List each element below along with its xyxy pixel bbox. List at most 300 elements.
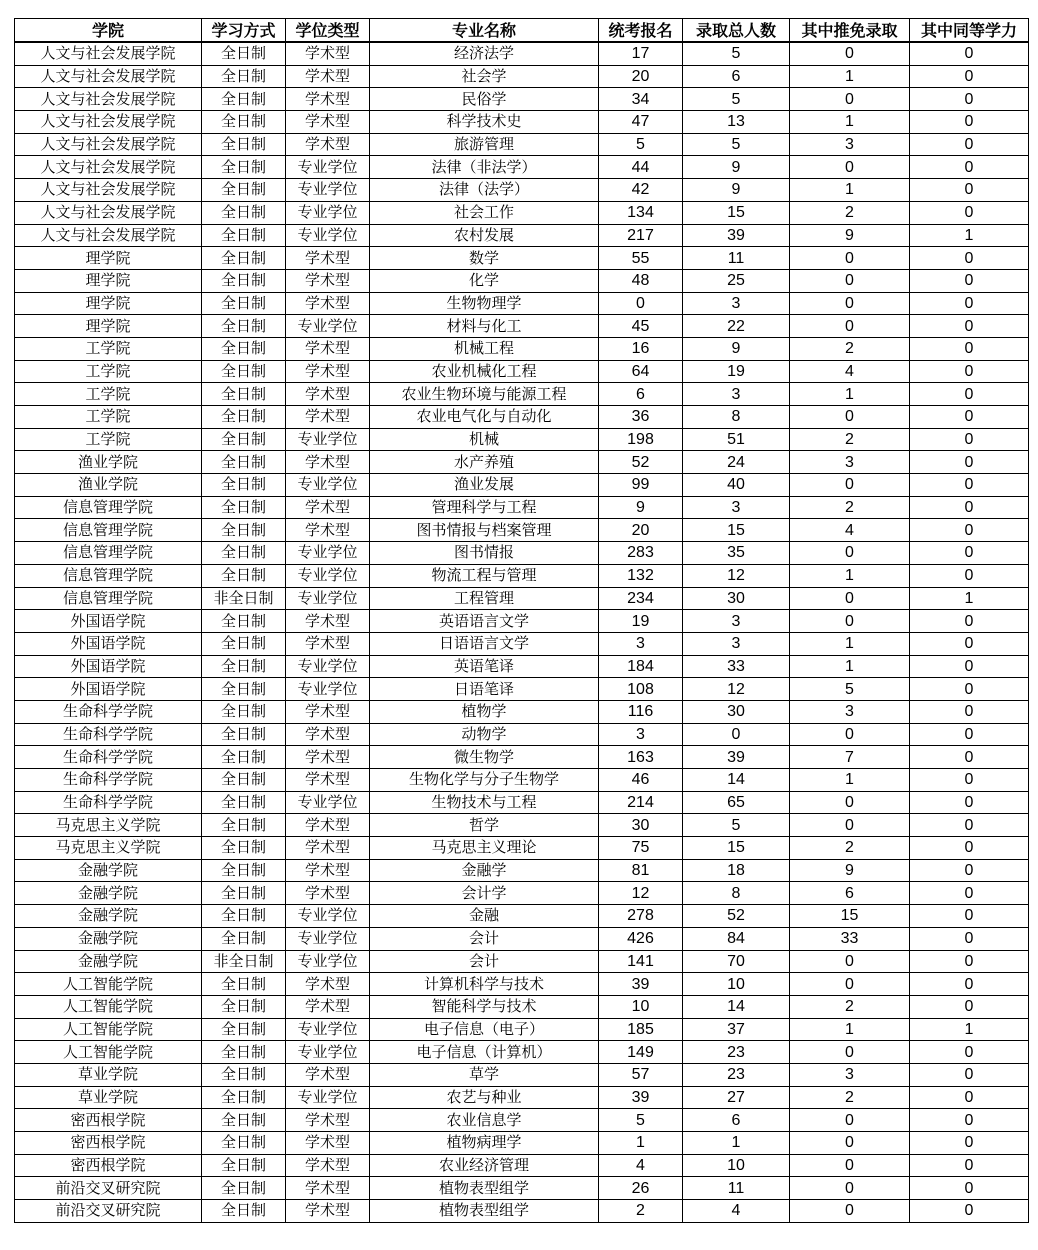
cell-equivalent-admitted: 0: [910, 201, 1029, 224]
cell-college: 马克思主义学院: [15, 814, 202, 837]
cell-study-mode: 全日制: [202, 201, 286, 224]
cell-recommended-admitted: 0: [790, 950, 910, 973]
cell-equivalent-admitted: 0: [910, 905, 1029, 928]
cell-study-mode: 全日制: [202, 156, 286, 179]
cell-study-mode: 全日制: [202, 1063, 286, 1086]
cell-total-admitted: 35: [683, 542, 790, 565]
cell-major-name: 草学: [370, 1063, 599, 1086]
cell-degree-type: 学术型: [286, 42, 370, 65]
cell-recommended-admitted: 2: [790, 337, 910, 360]
cell-recommended-admitted: 0: [790, 247, 910, 270]
cell-recommended-admitted: 0: [790, 791, 910, 814]
cell-degree-type: 学术型: [286, 882, 370, 905]
cell-college: 理学院: [15, 247, 202, 270]
cell-recommended-admitted: 4: [790, 519, 910, 542]
cell-recommended-admitted: 0: [790, 1041, 910, 1064]
table-row: [15, 1063, 1029, 1086]
table-row: [15, 746, 1029, 769]
table-row: [15, 927, 1029, 950]
cell-exam-applicants: 39: [599, 1086, 683, 1109]
cell-equivalent-admitted: 0: [910, 156, 1029, 179]
cell-exam-applicants: 426: [599, 927, 683, 950]
cell-study-mode: 全日制: [202, 224, 286, 247]
cell-college: 工学院: [15, 406, 202, 429]
cell-total-admitted: 18: [683, 859, 790, 882]
cell-degree-type: 学术型: [286, 610, 370, 633]
cell-college: 理学院: [15, 269, 202, 292]
cell-recommended-admitted: 0: [790, 269, 910, 292]
cell-recommended-admitted: 0: [790, 315, 910, 338]
cell-degree-type: 学术型: [286, 269, 370, 292]
admissions-table: [14, 18, 1029, 1223]
cell-major-name: 生物技术与工程: [370, 791, 599, 814]
cell-major-name: 生物物理学: [370, 292, 599, 315]
cell-college: 金融学院: [15, 905, 202, 928]
cell-college: 信息管理学院: [15, 564, 202, 587]
cell-equivalent-admitted: 0: [910, 269, 1029, 292]
cell-study-mode: 全日制: [202, 65, 286, 88]
cell-major-name: 计算机科学与技术: [370, 973, 599, 996]
cell-college: 人文与社会发展学院: [15, 224, 202, 247]
cell-study-mode: 全日制: [202, 406, 286, 429]
cell-major-name: 农业电气化与自动化: [370, 406, 599, 429]
cell-major-name: 管理科学与工程: [370, 496, 599, 519]
cell-equivalent-admitted: 0: [910, 995, 1029, 1018]
cell-major-name: 会计学: [370, 882, 599, 905]
cell-degree-type: 学术型: [286, 360, 370, 383]
cell-college: 信息管理学院: [15, 496, 202, 519]
cell-major-name: 化学: [370, 269, 599, 292]
header-equivalent-admitted: 其中同等学力: [910, 19, 1029, 43]
cell-study-mode: 全日制: [202, 1154, 286, 1177]
cell-study-mode: 全日制: [202, 678, 286, 701]
cell-total-admitted: 12: [683, 678, 790, 701]
cell-equivalent-admitted: 0: [910, 564, 1029, 587]
cell-equivalent-admitted: 0: [910, 1086, 1029, 1109]
cell-exam-applicants: 3: [599, 632, 683, 655]
cell-equivalent-admitted: 0: [910, 1063, 1029, 1086]
cell-study-mode: 全日制: [202, 292, 286, 315]
cell-exam-applicants: 48: [599, 269, 683, 292]
table-row: [15, 723, 1029, 746]
cell-exam-applicants: 185: [599, 1018, 683, 1041]
cell-equivalent-admitted: 0: [910, 179, 1029, 202]
cell-exam-applicants: 0: [599, 292, 683, 315]
cell-college: 金融学院: [15, 927, 202, 950]
cell-major-name: 英语语言文学: [370, 610, 599, 633]
cell-exam-applicants: 214: [599, 791, 683, 814]
cell-recommended-admitted: 1: [790, 111, 910, 134]
table-row: [15, 428, 1029, 451]
cell-total-admitted: 70: [683, 950, 790, 973]
cell-total-admitted: 39: [683, 224, 790, 247]
table-row: [15, 474, 1029, 497]
cell-total-admitted: 30: [683, 587, 790, 610]
cell-equivalent-admitted: 0: [910, 1154, 1029, 1177]
cell-recommended-admitted: 3: [790, 451, 910, 474]
table-row: [15, 1109, 1029, 1132]
cell-study-mode: 全日制: [202, 1109, 286, 1132]
cell-total-admitted: 23: [683, 1041, 790, 1064]
cell-equivalent-admitted: 1: [910, 587, 1029, 610]
cell-degree-type: 学术型: [286, 133, 370, 156]
cell-exam-applicants: 30: [599, 814, 683, 837]
cell-exam-applicants: 57: [599, 1063, 683, 1086]
cell-college: 人文与社会发展学院: [15, 111, 202, 134]
cell-study-mode: 全日制: [202, 837, 286, 860]
cell-study-mode: 全日制: [202, 905, 286, 928]
cell-study-mode: 全日制: [202, 746, 286, 769]
cell-exam-applicants: 39: [599, 973, 683, 996]
cell-major-name: 金融: [370, 905, 599, 928]
cell-college: 人工智能学院: [15, 1041, 202, 1064]
cell-recommended-admitted: 1: [790, 564, 910, 587]
cell-exam-applicants: 234: [599, 587, 683, 610]
cell-exam-applicants: 20: [599, 65, 683, 88]
cell-equivalent-admitted: 0: [910, 65, 1029, 88]
cell-degree-type: 学术型: [286, 995, 370, 1018]
cell-recommended-admitted: 0: [790, 973, 910, 996]
table-row: [15, 519, 1029, 542]
cell-degree-type: 专业学位: [286, 905, 370, 928]
cell-major-name: 农艺与种业: [370, 1086, 599, 1109]
cell-major-name: 微生物学: [370, 746, 599, 769]
table-row: [15, 65, 1029, 88]
cell-total-admitted: 14: [683, 995, 790, 1018]
cell-exam-applicants: 9: [599, 496, 683, 519]
table-row: [15, 995, 1029, 1018]
cell-degree-type: 学术型: [286, 406, 370, 429]
cell-total-admitted: 5: [683, 814, 790, 837]
cell-degree-type: 专业学位: [286, 201, 370, 224]
cell-degree-type: 学术型: [286, 859, 370, 882]
cell-college: 工学院: [15, 428, 202, 451]
cell-degree-type: 学术型: [286, 337, 370, 360]
cell-study-mode: 全日制: [202, 542, 286, 565]
cell-exam-applicants: 12: [599, 882, 683, 905]
cell-equivalent-admitted: 0: [910, 632, 1029, 655]
cell-equivalent-admitted: 0: [910, 814, 1029, 837]
cell-degree-type: 学术型: [286, 383, 370, 406]
table-row: [15, 451, 1029, 474]
cell-major-name: 植物表型组学: [370, 1200, 599, 1223]
cell-recommended-admitted: 2: [790, 1086, 910, 1109]
cell-college: 生命科学学院: [15, 700, 202, 723]
cell-equivalent-admitted: 0: [910, 769, 1029, 792]
cell-major-name: 水产养殖: [370, 451, 599, 474]
cell-degree-type: 学术型: [286, 837, 370, 860]
table-row: [15, 383, 1029, 406]
table-row: [15, 1132, 1029, 1155]
cell-college: 密西根学院: [15, 1132, 202, 1155]
cell-equivalent-admitted: 0: [910, 700, 1029, 723]
cell-major-name: 物流工程与管理: [370, 564, 599, 587]
cell-exam-applicants: 2: [599, 1200, 683, 1223]
cell-college: 草业学院: [15, 1086, 202, 1109]
cell-degree-type: 专业学位: [286, 564, 370, 587]
cell-college: 金融学院: [15, 859, 202, 882]
cell-major-name: 旅游管理: [370, 133, 599, 156]
cell-exam-applicants: 45: [599, 315, 683, 338]
cell-study-mode: 全日制: [202, 814, 286, 837]
table-row: [15, 1086, 1029, 1109]
cell-equivalent-admitted: 0: [910, 610, 1029, 633]
table-row: [15, 111, 1029, 134]
table-row: [15, 655, 1029, 678]
cell-equivalent-admitted: 0: [910, 678, 1029, 701]
cell-total-admitted: 3: [683, 383, 790, 406]
table-row: [15, 1200, 1029, 1223]
cell-recommended-admitted: 0: [790, 814, 910, 837]
cell-exam-applicants: 134: [599, 201, 683, 224]
cell-exam-applicants: 46: [599, 769, 683, 792]
cell-equivalent-admitted: 0: [910, 428, 1029, 451]
cell-college: 外国语学院: [15, 678, 202, 701]
header-total-admitted: 录取总人数: [683, 19, 790, 43]
cell-exam-applicants: 81: [599, 859, 683, 882]
cell-major-name: 民俗学: [370, 88, 599, 111]
cell-exam-applicants: 116: [599, 700, 683, 723]
cell-major-name: 农业生物环境与能源工程: [370, 383, 599, 406]
cell-study-mode: 全日制: [202, 383, 286, 406]
cell-degree-type: 学术型: [286, 247, 370, 270]
cell-exam-applicants: 198: [599, 428, 683, 451]
cell-degree-type: 学术型: [286, 496, 370, 519]
cell-study-mode: 非全日制: [202, 587, 286, 610]
cell-equivalent-admitted: 0: [910, 111, 1029, 134]
cell-total-admitted: 40: [683, 474, 790, 497]
cell-major-name: 动物学: [370, 723, 599, 746]
cell-equivalent-admitted: 0: [910, 1041, 1029, 1064]
cell-study-mode: 全日制: [202, 1018, 286, 1041]
cell-exam-applicants: 6: [599, 383, 683, 406]
cell-degree-type: 专业学位: [286, 224, 370, 247]
table-row: [15, 859, 1029, 882]
header-study-mode: 学习方式: [202, 19, 286, 43]
cell-major-name: 法律（法学）: [370, 179, 599, 202]
cell-major-name: 图书情报与档案管理: [370, 519, 599, 542]
cell-recommended-admitted: 2: [790, 995, 910, 1018]
cell-total-admitted: 22: [683, 315, 790, 338]
cell-equivalent-admitted: 0: [910, 133, 1029, 156]
cell-college: 草业学院: [15, 1063, 202, 1086]
cell-college: 人文与社会发展学院: [15, 179, 202, 202]
cell-equivalent-admitted: 0: [910, 451, 1029, 474]
cell-degree-type: 学术型: [286, 111, 370, 134]
cell-major-name: 农业信息学: [370, 1109, 599, 1132]
cell-major-name: 智能科学与技术: [370, 995, 599, 1018]
table-row: [15, 269, 1029, 292]
cell-college: 密西根学院: [15, 1109, 202, 1132]
cell-major-name: 工程管理: [370, 587, 599, 610]
table-row: [15, 837, 1029, 860]
cell-total-admitted: 11: [683, 247, 790, 270]
cell-total-admitted: 65: [683, 791, 790, 814]
cell-equivalent-admitted: 0: [910, 1132, 1029, 1155]
cell-total-admitted: 1: [683, 1132, 790, 1155]
cell-recommended-admitted: 0: [790, 474, 910, 497]
table-row: [15, 564, 1029, 587]
cell-study-mode: 全日制: [202, 564, 286, 587]
table-body: [15, 42, 1029, 1222]
cell-study-mode: 全日制: [202, 519, 286, 542]
cell-college: 金融学院: [15, 950, 202, 973]
cell-equivalent-admitted: 0: [910, 496, 1029, 519]
cell-recommended-admitted: 0: [790, 1154, 910, 1177]
cell-college: 生命科学学院: [15, 769, 202, 792]
cell-study-mode: 全日制: [202, 655, 286, 678]
cell-study-mode: 全日制: [202, 859, 286, 882]
cell-study-mode: 全日制: [202, 995, 286, 1018]
cell-study-mode: 全日制: [202, 1132, 286, 1155]
cell-major-name: 电子信息（计算机）: [370, 1041, 599, 1064]
cell-equivalent-admitted: 0: [910, 474, 1029, 497]
cell-recommended-admitted: 1: [790, 1018, 910, 1041]
cell-college: 人工智能学院: [15, 1018, 202, 1041]
cell-exam-applicants: 5: [599, 133, 683, 156]
cell-degree-type: 专业学位: [286, 474, 370, 497]
cell-equivalent-admitted: 1: [910, 1018, 1029, 1041]
cell-exam-applicants: 283: [599, 542, 683, 565]
cell-recommended-admitted: 0: [790, 156, 910, 179]
cell-study-mode: 全日制: [202, 882, 286, 905]
cell-equivalent-admitted: 1: [910, 224, 1029, 247]
cell-recommended-admitted: 15: [790, 905, 910, 928]
cell-exam-applicants: 278: [599, 905, 683, 928]
cell-major-name: 植物学: [370, 700, 599, 723]
cell-equivalent-admitted: 0: [910, 360, 1029, 383]
cell-degree-type: 专业学位: [286, 655, 370, 678]
cell-college: 人文与社会发展学院: [15, 65, 202, 88]
cell-major-name: 机械工程: [370, 337, 599, 360]
cell-college: 人文与社会发展学院: [15, 42, 202, 65]
cell-study-mode: 全日制: [202, 496, 286, 519]
cell-total-admitted: 9: [683, 156, 790, 179]
cell-total-admitted: 15: [683, 201, 790, 224]
cell-degree-type: 专业学位: [286, 428, 370, 451]
cell-major-name: 电子信息（电子）: [370, 1018, 599, 1041]
table-row: [15, 1018, 1029, 1041]
table-row: [15, 1177, 1029, 1200]
table-row: [15, 1154, 1029, 1177]
cell-study-mode: 全日制: [202, 428, 286, 451]
cell-recommended-admitted: 2: [790, 428, 910, 451]
cell-total-admitted: 13: [683, 111, 790, 134]
cell-study-mode: 全日制: [202, 337, 286, 360]
cell-college: 渔业学院: [15, 451, 202, 474]
table-row: [15, 360, 1029, 383]
cell-degree-type: 学术型: [286, 1177, 370, 1200]
cell-total-admitted: 14: [683, 769, 790, 792]
cell-recommended-admitted: 9: [790, 859, 910, 882]
cell-recommended-admitted: 6: [790, 882, 910, 905]
cell-total-admitted: 9: [683, 179, 790, 202]
cell-total-admitted: 6: [683, 65, 790, 88]
table-row: [15, 133, 1029, 156]
cell-recommended-admitted: 2: [790, 201, 910, 224]
table-row: [15, 769, 1029, 792]
cell-degree-type: 学术型: [286, 700, 370, 723]
cell-total-admitted: 52: [683, 905, 790, 928]
cell-total-admitted: 6: [683, 1109, 790, 1132]
cell-college: 外国语学院: [15, 655, 202, 678]
cell-major-name: 科学技术史: [370, 111, 599, 134]
cell-equivalent-admitted: 0: [910, 406, 1029, 429]
header-recommended-admitted: 其中推免录取: [790, 19, 910, 43]
table-row: [15, 632, 1029, 655]
cell-study-mode: 全日制: [202, 451, 286, 474]
cell-equivalent-admitted: 0: [910, 383, 1029, 406]
table-row: [15, 201, 1029, 224]
cell-total-admitted: 3: [683, 632, 790, 655]
cell-exam-applicants: 10: [599, 995, 683, 1018]
cell-recommended-admitted: 1: [790, 769, 910, 792]
cell-study-mode: 全日制: [202, 700, 286, 723]
cell-major-name: 生物化学与分子生物学: [370, 769, 599, 792]
header-college: 学院: [15, 19, 202, 43]
table-row: [15, 337, 1029, 360]
cell-recommended-admitted: 1: [790, 632, 910, 655]
cell-degree-type: 学术型: [286, 451, 370, 474]
cell-recommended-admitted: 2: [790, 496, 910, 519]
cell-major-name: 图书情报: [370, 542, 599, 565]
table-row: [15, 315, 1029, 338]
cell-degree-type: 专业学位: [286, 315, 370, 338]
table-row: [15, 791, 1029, 814]
cell-total-admitted: 3: [683, 610, 790, 633]
cell-total-admitted: 5: [683, 88, 790, 111]
cell-degree-type: 专业学位: [286, 791, 370, 814]
cell-college: 前沿交叉研究院: [15, 1177, 202, 1200]
cell-degree-type: 学术型: [286, 769, 370, 792]
cell-major-name: 渔业发展: [370, 474, 599, 497]
cell-recommended-admitted: 3: [790, 700, 910, 723]
cell-major-name: 农业机械化工程: [370, 360, 599, 383]
cell-college: 密西根学院: [15, 1154, 202, 1177]
cell-degree-type: 专业学位: [286, 179, 370, 202]
cell-college: 马克思主义学院: [15, 837, 202, 860]
cell-study-mode: 全日制: [202, 360, 286, 383]
cell-exam-applicants: 149: [599, 1041, 683, 1064]
cell-major-name: 会计: [370, 927, 599, 950]
table-row: [15, 973, 1029, 996]
cell-exam-applicants: 4: [599, 1154, 683, 1177]
cell-exam-applicants: 52: [599, 451, 683, 474]
cell-equivalent-admitted: 0: [910, 859, 1029, 882]
cell-degree-type: 学术型: [286, 814, 370, 837]
cell-equivalent-admitted: 0: [910, 837, 1029, 860]
cell-major-name: 日语语言文学: [370, 632, 599, 655]
cell-college: 人工智能学院: [15, 995, 202, 1018]
cell-degree-type: 学术型: [286, 1154, 370, 1177]
table-row: [15, 610, 1029, 633]
cell-equivalent-admitted: 0: [910, 791, 1029, 814]
table-row: [15, 1041, 1029, 1064]
cell-college: 人文与社会发展学院: [15, 133, 202, 156]
cell-study-mode: 全日制: [202, 133, 286, 156]
cell-equivalent-admitted: 0: [910, 723, 1029, 746]
cell-college: 外国语学院: [15, 610, 202, 633]
cell-major-name: 数学: [370, 247, 599, 270]
cell-study-mode: 全日制: [202, 610, 286, 633]
cell-equivalent-admitted: 0: [910, 1200, 1029, 1223]
cell-recommended-admitted: 0: [790, 406, 910, 429]
cell-exam-applicants: 99: [599, 474, 683, 497]
cell-college: 人文与社会发展学院: [15, 156, 202, 179]
cell-degree-type: 专业学位: [286, 1041, 370, 1064]
cell-total-admitted: 15: [683, 837, 790, 860]
cell-exam-applicants: 3: [599, 723, 683, 746]
